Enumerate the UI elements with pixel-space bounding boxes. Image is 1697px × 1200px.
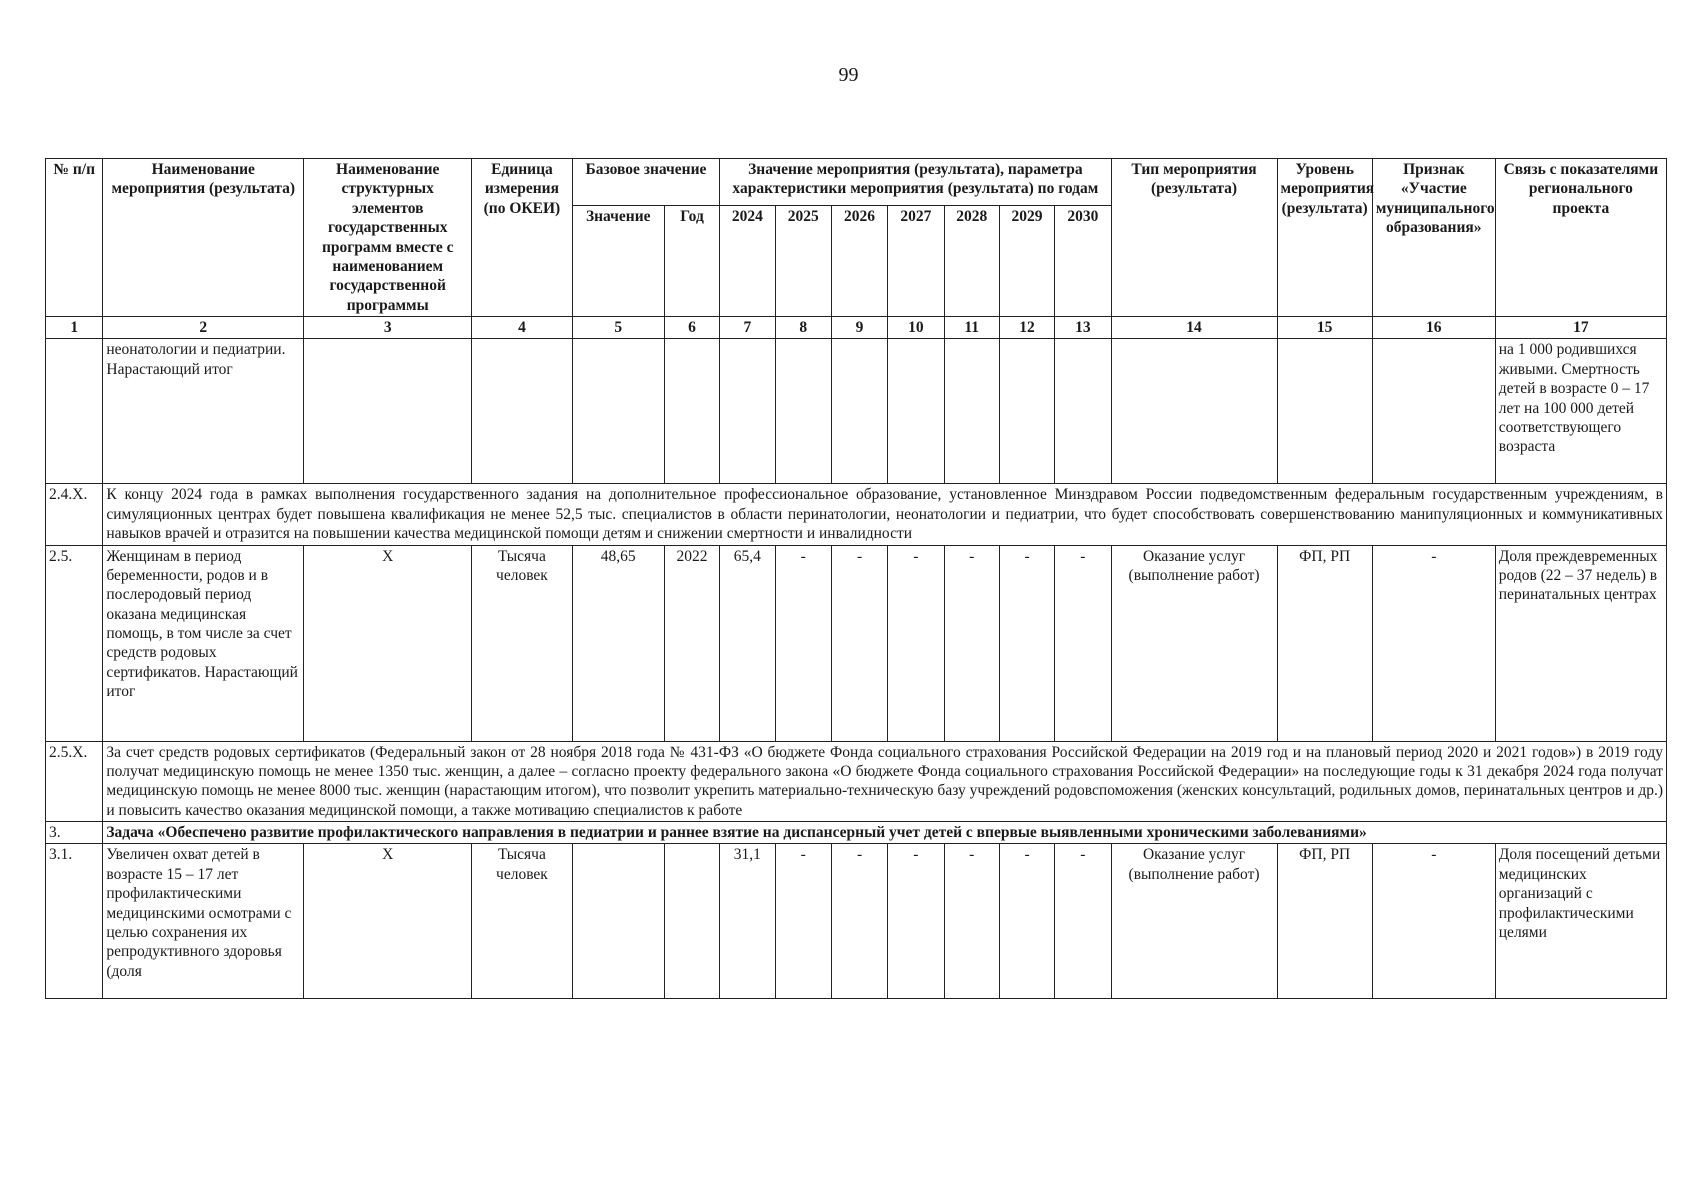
col-number: 6 bbox=[664, 317, 719, 339]
table-row bbox=[46, 822, 1667, 844]
row-number: 3. bbox=[46, 822, 103, 844]
municipal-flag: - bbox=[1372, 545, 1495, 741]
value-2029: - bbox=[999, 844, 1054, 999]
measure-type: Оказание услуг (выполнение работ) bbox=[1111, 844, 1277, 999]
measure-name: Женщинам в период беременности, родов и в послеродовый период оказана медицинская помощь, в том числе за счет средств родовых сертификатов. Нарастающий итог bbox=[103, 545, 304, 741]
col-number: 12 bbox=[999, 317, 1054, 339]
value-2028: - bbox=[944, 545, 999, 741]
value-2028: - bbox=[944, 844, 999, 999]
value-2024: 31,1 bbox=[720, 844, 775, 999]
value-2024: 65,4 bbox=[720, 545, 775, 741]
col-number: 17 bbox=[1495, 317, 1666, 339]
value-2026: - bbox=[831, 545, 887, 741]
value-2027: - bbox=[888, 545, 944, 741]
header-structural-elements: Наименование структурных элементов государственных программ вместе с наименованием государственной программы bbox=[304, 159, 472, 317]
row-number: 3.1. bbox=[46, 844, 103, 999]
value-2025: - bbox=[775, 545, 831, 741]
indicator-link: Доля преждевременных родов (22 – 37 недель) в перинатальных центрах bbox=[1495, 545, 1666, 741]
header-base-val: Значение bbox=[572, 206, 664, 317]
table-header bbox=[46, 159, 1667, 339]
header-base-year: Год bbox=[664, 206, 719, 317]
col-number: 5 bbox=[572, 317, 664, 339]
col-number: 8 bbox=[775, 317, 831, 339]
table-row bbox=[46, 741, 1667, 822]
header-unit: Единица измерения (по ОКЕИ) bbox=[472, 159, 572, 317]
row-number: 2.5. bbox=[46, 545, 103, 741]
header-year-2028: 2028 bbox=[944, 206, 999, 317]
col-number: 9 bbox=[831, 317, 887, 339]
base-year bbox=[664, 844, 719, 999]
value-2030: - bbox=[1055, 844, 1111, 999]
row-number: 2.4.X. bbox=[46, 484, 103, 545]
table-row bbox=[46, 339, 1667, 484]
measure-name: неонатологии и педиатрии. Нарастающий итог bbox=[103, 339, 304, 484]
table-row bbox=[46, 484, 1667, 545]
col-number: 13 bbox=[1055, 317, 1111, 339]
value-2026: - bbox=[831, 844, 887, 999]
col-number: 7 bbox=[720, 317, 775, 339]
base-value: 48,65 bbox=[572, 545, 664, 741]
value-2030: - bbox=[1055, 545, 1111, 741]
col-number: 4 bbox=[472, 317, 572, 339]
header-base-value: Базовое значение bbox=[572, 159, 720, 206]
base-value bbox=[572, 844, 664, 999]
row-description: К концу 2024 года в рамках выполнения государственного задания на дополнительное профессиональное образование, установленное Минздравом России подведомственным федеральным государственным учреждениям, в симуляционных центрах будет повышена квалификация не менее 52,5 тыс. специалистов в области перинатологии, неонатологии и педиатрии, что будет способствовать совершенствованию манипуляционных и коммуникативных навыков врачей и отразится на повышении качества медицинской помощи детям и снижении смертности и инвалидности bbox=[103, 484, 1667, 545]
col-number: 11 bbox=[944, 317, 999, 339]
header-year-2029: 2029 bbox=[999, 206, 1054, 317]
structural-element: Х bbox=[304, 844, 472, 999]
column-numbers-row bbox=[46, 317, 1667, 339]
header-level: Уровень мероприятия (результата) bbox=[1277, 159, 1372, 317]
header-year-2027: 2027 bbox=[888, 206, 944, 317]
header-num: № п/п bbox=[46, 159, 103, 317]
page-number: 99 bbox=[838, 64, 859, 86]
col-number: 10 bbox=[888, 317, 944, 339]
indicator-link: Доля посещений детьми медицинских организаций с профилактическими целями bbox=[1495, 844, 1666, 999]
measure-level: ФП, РП bbox=[1277, 844, 1372, 999]
header-link: Связь с показателями регионального проекта bbox=[1495, 159, 1666, 317]
col-number: 15 bbox=[1277, 317, 1372, 339]
col-number: 2 bbox=[103, 317, 304, 339]
row-description: За счет средств родовых сертификатов (Федеральный закон от 28 ноября 2018 года № 431-ФЗ «О бюджете Фонда социального страхования Российской Федерации на 2019 год и на плановый период 2020 и 2021 годов») в 2019 году получат медицинскую помощь не менее 1350 тыс. женщин, а далее – согласно проекту федерального закона «О бюджете Фонда социального страхования Российской Федерации» на последующие годы к 31 декабря 2024 года получат медицинскую помощь не менее 8000 тыс. женщин (нарастающим итогом), что позволит укрепить материально-техническую базу учреждений родовспоможения (женских консультаций, родильных домов, перинатальных центров и др.) и повысить качество оказания медицинской помощи, а также мотивацию специалистов к работе bbox=[103, 741, 1667, 822]
row-number: 2.5.X. bbox=[46, 741, 103, 822]
value-2029: - bbox=[999, 545, 1054, 741]
header-year-2025: 2025 bbox=[775, 206, 831, 317]
col-number: 3 bbox=[304, 317, 472, 339]
row-number bbox=[46, 339, 103, 484]
measure-name: Увеличен охват детей в возрасте 15 – 17 лет профилактическими медицинскими осмотрами с целью сохранения их репродуктивного здоровья (доля bbox=[103, 844, 304, 999]
structural-element: Х bbox=[304, 545, 472, 741]
measure-level: ФП, РП bbox=[1277, 545, 1372, 741]
value-2027: - bbox=[888, 844, 944, 999]
measures-table bbox=[45, 158, 1667, 999]
col-number: 16 bbox=[1372, 317, 1495, 339]
unit: Тысяча человек bbox=[472, 844, 572, 999]
unit: Тысяча человек bbox=[472, 545, 572, 741]
header-municipal: Признак «Участие муниципального образования» bbox=[1372, 159, 1495, 317]
task-title: Задача «Обеспечено развитие профилактического направления в педиатрии и раннее взятие на диспансерный учет детей с впервые выявленными хроническими заболеваниями» bbox=[103, 822, 1667, 844]
municipal-flag: - bbox=[1372, 844, 1495, 999]
header-year-2024: 2024 bbox=[720, 206, 775, 317]
header-year-2026: 2026 bbox=[831, 206, 887, 317]
base-year: 2022 bbox=[664, 545, 719, 741]
indicator-link: на 1 000 родившихся живыми. Смертность детей в возрасте 0 – 17 лет на 100 000 детей соответствующего возраста bbox=[1495, 339, 1666, 484]
col-number: 14 bbox=[1111, 317, 1277, 339]
table-row bbox=[46, 545, 1667, 741]
measure-type: Оказание услуг (выполнение работ) bbox=[1111, 545, 1277, 741]
header-year-2030: 2030 bbox=[1055, 206, 1111, 317]
col-number: 1 bbox=[46, 317, 103, 339]
table-row bbox=[46, 844, 1667, 999]
header-type: Тип мероприятия (результата) bbox=[1111, 159, 1277, 317]
header-values-by-year: Значение мероприятия (результата), параметра характеристики мероприятия (результата) по годам bbox=[720, 159, 1111, 206]
value-2025: - bbox=[775, 844, 831, 999]
header-name: Наименование мероприятия (результата) bbox=[103, 159, 304, 317]
